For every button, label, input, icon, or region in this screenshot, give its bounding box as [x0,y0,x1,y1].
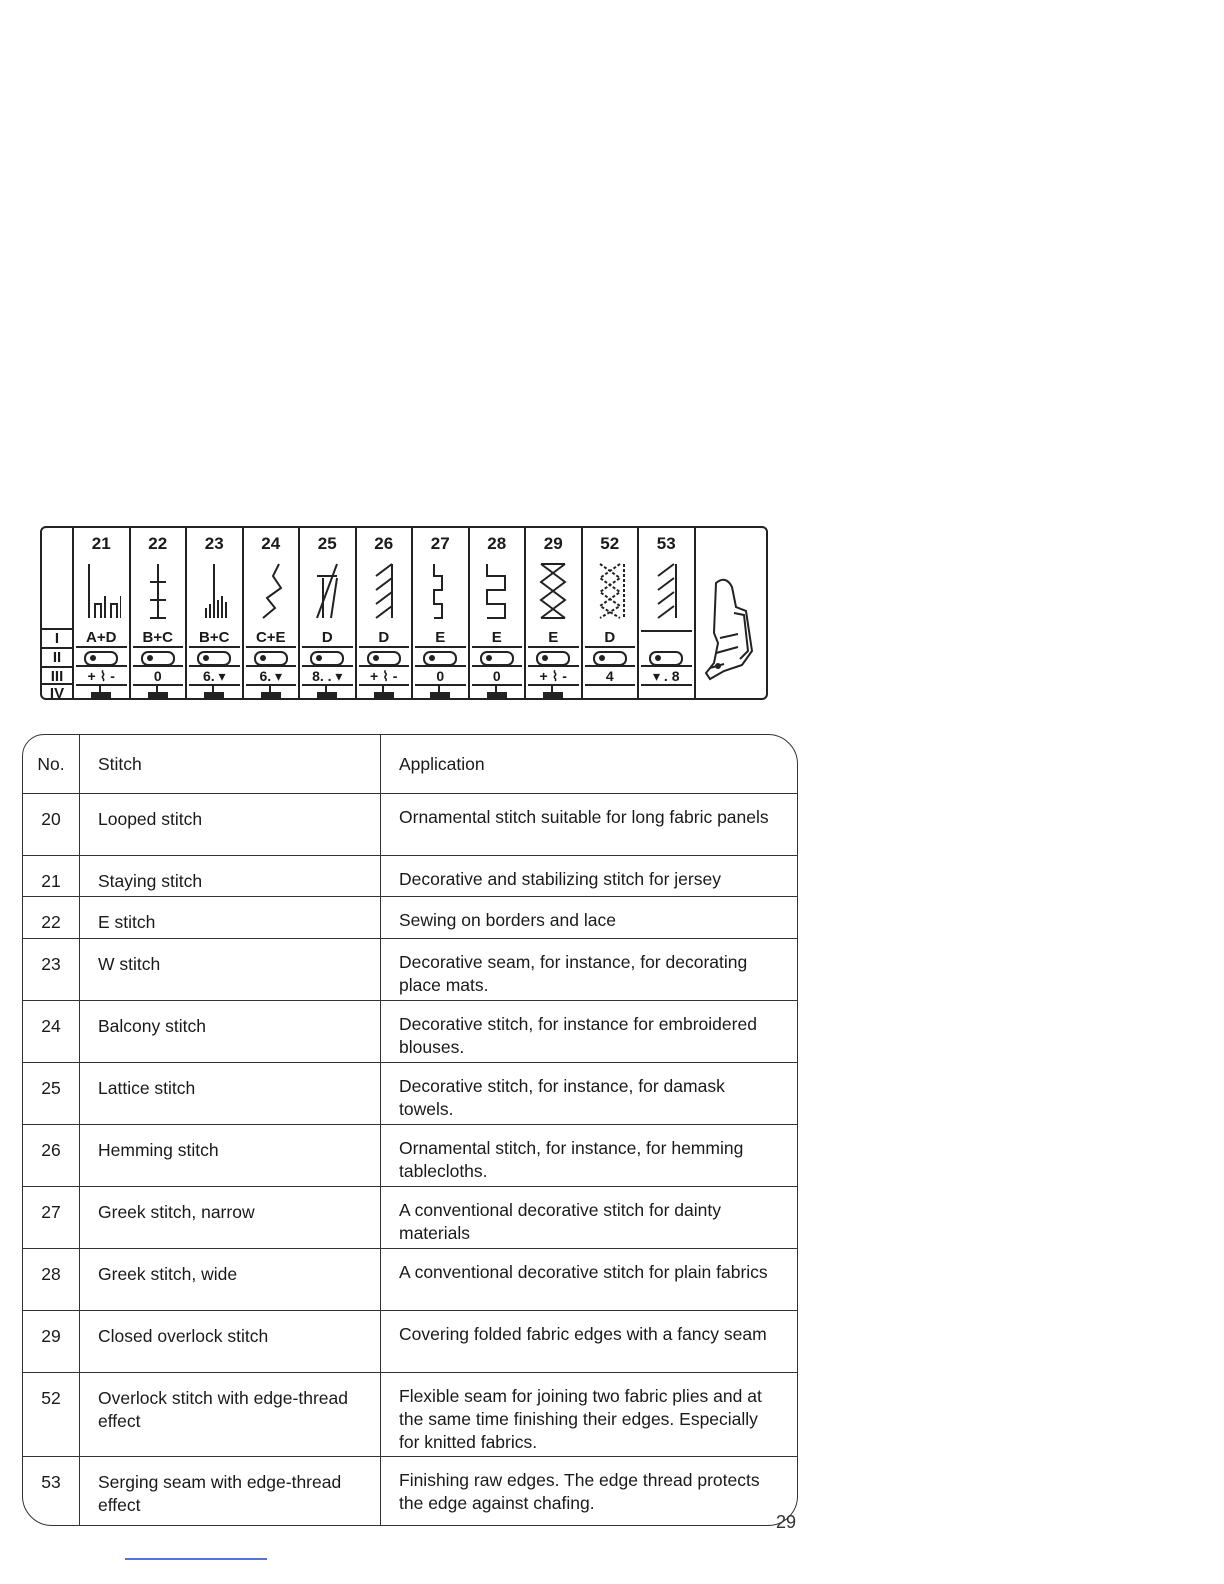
stitch-pattern-icon [364,556,404,624]
presser-setting: B+C [189,630,240,648]
foot-setting [359,685,410,699]
chart-row-labels [42,528,74,702]
row-label-4: IV [42,683,72,703]
selector-oval-icon [197,651,231,666]
table-header-row [23,735,797,794]
presser-setting: A+D [76,630,127,648]
foot-icon [482,685,512,699]
table-row [23,1311,797,1373]
selector-oval-icon [254,651,288,666]
row-stitch: Balcony stitch [80,1001,381,1063]
stitch-pattern [300,556,355,624]
stitch-number: 22 [148,534,168,553]
table-row [23,1001,797,1063]
row-stitch: Serging seam with edge-thread effect [80,1457,381,1527]
presser-setting: B+C [133,630,184,648]
stitch-pattern [526,556,581,624]
width-setting: 0 [472,668,523,686]
table-row [23,1457,797,1527]
stitch-column-26 [357,528,414,698]
row-number: 53 [23,1457,80,1527]
stitch-length-setting [302,649,353,667]
stitch-pattern-icon [420,556,460,624]
row-stitch: Closed overlock stitch [80,1311,381,1373]
selector-oval-icon [480,651,514,666]
row-stitch: Hemming stitch [80,1125,381,1187]
stitch-pattern-icon [590,556,630,624]
row-label-3: III [42,666,72,686]
row-application: Ornamental stitch, for instance, for hemming tablecloths. [381,1125,798,1187]
selector-oval-icon [593,651,627,666]
row-stitch: Lattice stitch [80,1063,381,1125]
stitch-length-setting [246,649,297,667]
stitch-number: 29 [543,534,563,553]
stitch-pattern [187,556,242,624]
stitch-pattern-icon [251,556,291,624]
foot-setting [189,685,240,699]
presser-setting: D [302,630,353,648]
stitch-pattern [413,556,468,624]
foot-icon [312,685,342,699]
row-application: Decorative and stabilizing stitch for jersey [381,856,798,897]
table-row [23,897,797,939]
row-stitch: Overlock stitch with edge-thread effect [80,1373,381,1457]
row-label-2: II [42,647,72,667]
width-setting: + ⌇ - [359,668,410,686]
stitch-length-setting [585,649,636,667]
stitch-length-setting [189,649,240,667]
row-stitch: E stitch [80,897,381,939]
width-setting: ▾ . 8 [641,668,692,686]
stitch-number: 27 [430,534,450,553]
presser-setting: D [359,630,410,648]
selector-oval-icon [367,651,401,666]
stitch-column-22 [131,528,188,698]
presser-foot-icon [696,528,766,698]
stitch-number: 52 [600,534,620,553]
stitch-pattern [639,556,694,624]
foot-icon [86,685,116,699]
stitch-length-setting [133,649,184,667]
row-number: 28 [23,1249,80,1311]
row-application: Finishing raw edges. The edge thread protects the edge against chafing. [381,1457,798,1527]
stitch-pattern-icon [307,556,347,624]
foot-icon [143,685,173,699]
foot-setting [528,685,579,699]
row-number: 21 [23,856,80,897]
row-application: Ornamental stitch suitable for long fabric panels [381,794,798,856]
stitch-pattern-icon [138,556,178,624]
foot-setting [415,685,466,699]
presser-setting: C+E [246,630,297,648]
header-stitch: Stitch [80,735,381,794]
stitch-pattern-icon [477,556,517,624]
width-setting: 6. ▾ [246,668,297,686]
width-setting: 0 [415,668,466,686]
stitch-pattern-icon [81,556,121,624]
width-setting: 4 [585,668,636,686]
foot-setting [472,685,523,699]
row-application: Decorative stitch, for instance for embroidered blouses. [381,1001,798,1063]
stitch-column-53 [639,528,696,698]
stitch-pattern [244,556,299,624]
stitch-column-24 [244,528,301,698]
stitch-number: 23 [204,534,224,553]
stitch-length-setting [415,649,466,667]
row-stitch: Greek stitch, narrow [80,1187,381,1249]
row-number: 22 [23,897,80,939]
stitch-column-25 [300,528,357,698]
header-application: Application [399,753,485,774]
stitch-number: 26 [374,534,394,553]
row-application: Sewing on borders and lace [381,897,798,939]
stitch-length-setting [472,649,523,667]
table-body [23,794,797,1527]
selector-oval-icon [536,651,570,666]
width-setting: 8. . ▾ [302,668,353,686]
presser-foot-illustration [696,528,766,698]
presser-setting: E [472,630,523,648]
row-stitch: Looped stitch [80,794,381,856]
table-row [23,794,797,856]
foot-icon [425,685,455,699]
stitch-number: 21 [91,534,111,553]
presser-setting: D [585,630,636,648]
row-number: 20 [23,794,80,856]
stitch-pattern [583,556,638,624]
selector-oval-icon [84,651,118,666]
stitch-pattern-icon [533,556,573,624]
stitch-column-29 [526,528,583,698]
stitch-column-23 [187,528,244,698]
width-setting: 0 [133,668,184,686]
row-application: Decorative stitch, for instance, for damask towels. [381,1063,798,1125]
row-application: Decorative seam, for instance, for decorating place mats. [381,939,798,1001]
stitch-column-28 [470,528,527,698]
foot-icon [256,685,286,699]
table-row [23,1373,797,1457]
row-application: Flexible seam for joining two fabric plies and at the same time finishing their edges. Especially for knitted fabrics. [381,1373,798,1457]
presser-setting: E [528,630,579,648]
stitch-pattern [470,556,525,624]
selector-oval-icon [649,651,683,666]
stitch-pattern [74,556,129,624]
stitch-column-27 [413,528,470,698]
row-number: 26 [23,1125,80,1187]
stitch-column-52 [583,528,640,698]
stitch-pattern-icon [646,556,686,624]
selector-oval-icon [141,651,175,666]
header-no: No. [23,735,80,794]
stitch-number: 25 [317,534,337,553]
foot-setting [246,685,297,699]
table-row [23,1187,797,1249]
foot-icon [199,685,229,699]
stitch-pattern-icon [194,556,234,624]
row-number: 29 [23,1311,80,1373]
row-stitch: Staying stitch [80,856,381,897]
foot-setting [76,685,127,699]
row-label-1: I [42,628,72,648]
row-number: 52 [23,1373,80,1457]
stitch-length-setting [528,649,579,667]
table-row [23,1249,797,1311]
page-number: 29 [776,1512,797,1532]
stitch-length-setting [76,649,127,667]
foot-icon [369,685,399,699]
footer-rule [125,1558,267,1560]
row-number: 25 [23,1063,80,1125]
row-number: 27 [23,1187,80,1249]
stitch-number: 28 [487,534,507,553]
table-row [23,1125,797,1187]
chart-columns [74,528,696,698]
selector-oval-icon [310,651,344,666]
foot-setting [133,685,184,699]
width-setting: 6. ▾ [189,668,240,686]
table-row [23,939,797,1001]
row-application: A conventional decorative stitch for plain fabrics [381,1249,798,1311]
row-number: 24 [23,1001,80,1063]
stitch-number: 24 [261,534,281,553]
row-stitch: Greek stitch, wide [80,1249,381,1311]
presser-setting: E [415,630,466,648]
foot-setting [641,685,692,699]
stitch-column-21 [74,528,131,698]
table-row [23,1063,797,1125]
stitch-pattern [131,556,186,624]
width-setting: + ⌇ - [76,668,127,686]
stitch-table [22,734,798,1526]
row-application: Covering folded fabric edges with a fancy seam [381,1311,798,1373]
foot-icon [538,685,568,699]
row-stitch: W stitch [80,939,381,1001]
table-row [23,856,797,897]
stitch-length-setting [641,649,692,667]
foot-setting [585,685,636,699]
stitch-pattern [357,556,412,624]
stitch-chart [40,526,768,700]
stitch-length-setting [359,649,410,667]
row-application: A conventional decorative stitch for dainty materials [381,1187,798,1249]
foot-setting [302,685,353,699]
width-setting: + ⌇ - [528,668,579,686]
presser-setting [641,630,692,632]
row-number: 23 [23,939,80,1001]
stitch-number: 53 [656,534,676,553]
selector-oval-icon [423,651,457,666]
